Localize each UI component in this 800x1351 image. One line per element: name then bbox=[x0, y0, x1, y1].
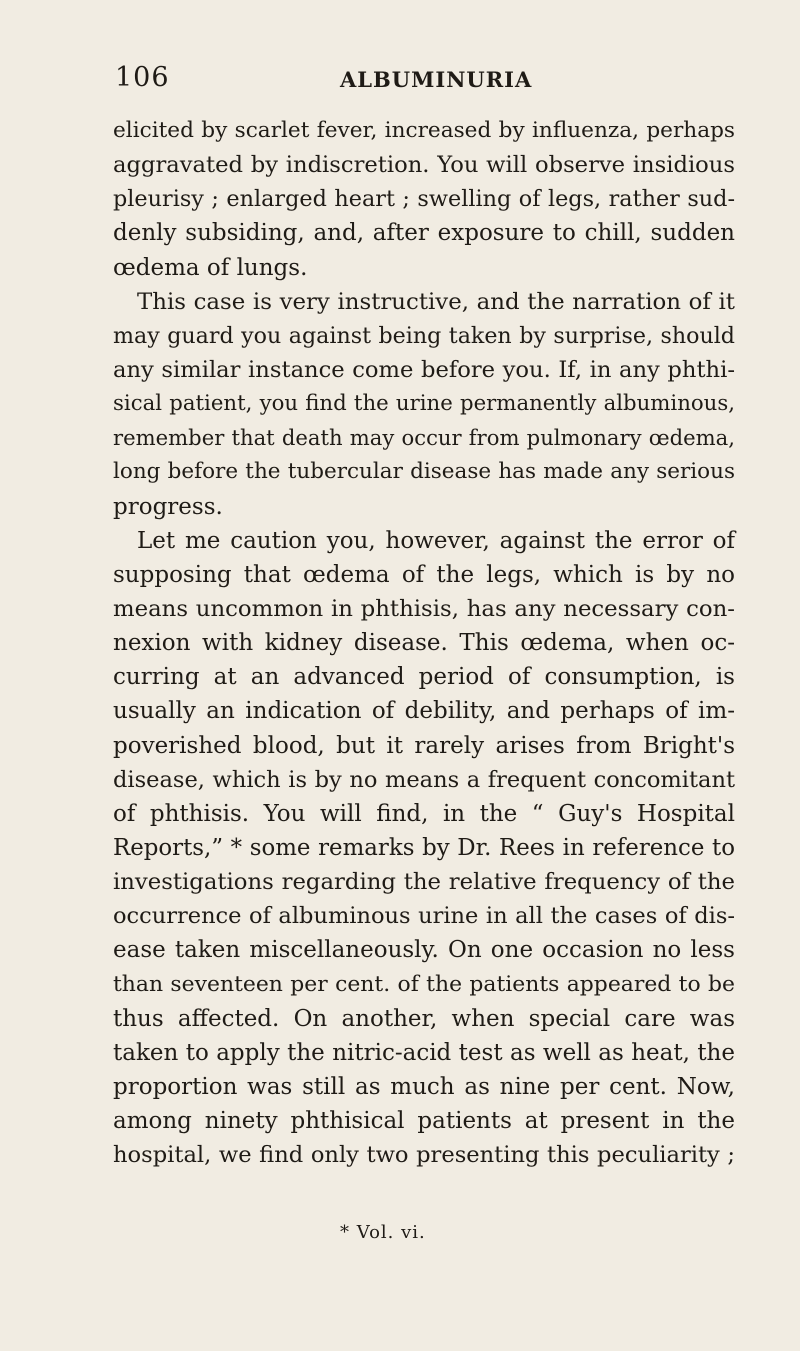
text-line: curring at an advanced period of consumption, is bbox=[113, 664, 735, 691]
page-number: 106 bbox=[115, 62, 170, 93]
text-line: œdema of lungs. bbox=[113, 254, 308, 281]
text-line: aggravated by indiscretion. You will observe insidious bbox=[113, 152, 735, 179]
text-line: Reports,” * some remarks by Dr. Rees in reference to bbox=[113, 834, 735, 861]
text-line: means uncommon in phthisis, has any necessary con- bbox=[113, 595, 735, 622]
text-line: hospital, we find only two presenting this peculiarity ; bbox=[113, 1142, 735, 1169]
text-line: among ninety phthisical patients at present in the bbox=[113, 1108, 735, 1135]
text-line: proportion was still as much as nine per cent. Now, bbox=[113, 1073, 735, 1100]
text-line: of phthisis. You will find, in the “ Guy's Hospital bbox=[113, 800, 735, 827]
text-line: pleurisy ; enlarged heart ; swelling of legs, rather sud- bbox=[113, 186, 735, 213]
text-line: This case is very instructive, and the narration of it bbox=[137, 288, 735, 315]
text-line: long before the tubercular disease has made any serious bbox=[113, 459, 735, 485]
text-line: denly subsiding, and, after exposure to chill, sudden bbox=[113, 220, 735, 247]
text-line: sical patient, you find the urine permanently albuminous, bbox=[113, 391, 735, 417]
text-line: remember that death may occur from pulmonary œdema, bbox=[113, 425, 735, 451]
text-line: may guard you against being taken by surprise, should bbox=[113, 322, 735, 349]
text-line: Let me caution you, however, against the error of bbox=[137, 527, 735, 554]
body-text bbox=[113, 114, 735, 1172]
text-line: than seventeen per cent. of the patients appeared to be bbox=[113, 971, 735, 997]
page-header bbox=[115, 62, 735, 102]
text-line: nexion with kidney disease. This œdema, when oc- bbox=[113, 630, 735, 657]
running-head: ALBUMINURIA bbox=[340, 67, 533, 92]
text-line: occurrence of albuminous urine in all the cases of dis- bbox=[113, 903, 735, 930]
text-line: poverished blood, but it rarely arises from Bright's bbox=[113, 732, 735, 759]
text-line: thus affected. On another, when special care was bbox=[113, 1005, 735, 1032]
footnote: * Vol. vi. bbox=[340, 1222, 426, 1243]
text-line: taken to apply the nitric-acid test as well as heat, the bbox=[113, 1039, 735, 1066]
text-line: supposing that œdema of the legs, which is by no bbox=[113, 561, 735, 588]
text-line: progress. bbox=[113, 493, 223, 520]
text-line: elicited by scarlet fever, increased by influenza, perhaps bbox=[113, 118, 735, 143]
text-line: disease, which is by no means a frequent concomitant bbox=[113, 766, 735, 793]
text-line: any similar instance come before you. If, in any phthi- bbox=[113, 356, 735, 383]
text-line: ease taken miscellaneously. On one occasion no less bbox=[113, 937, 735, 964]
text-line: investigations regarding the relative frequency of the bbox=[113, 869, 735, 896]
text-line: usually an indication of debility, and perhaps of im- bbox=[113, 698, 735, 725]
